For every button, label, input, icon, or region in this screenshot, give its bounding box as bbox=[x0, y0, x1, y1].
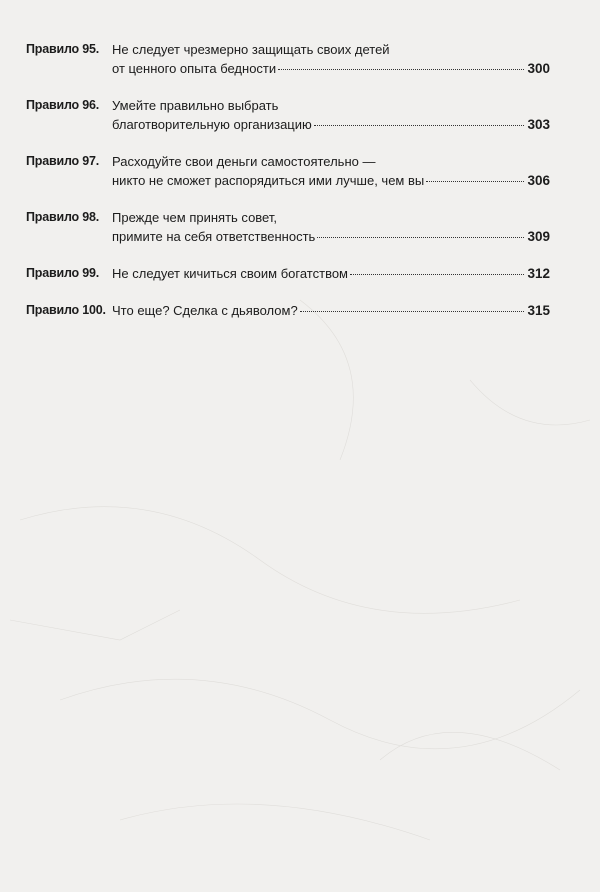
entry-title-line: Умейте правильно выбрать bbox=[112, 98, 279, 113]
entry-body bbox=[112, 40, 550, 78]
entry-body bbox=[112, 264, 550, 283]
rule-label: Правило 100. bbox=[26, 303, 106, 317]
dot-leader bbox=[300, 311, 525, 312]
dot-leader bbox=[350, 274, 524, 275]
entry-body bbox=[112, 301, 550, 320]
rule-label: Правило 99. bbox=[26, 266, 100, 280]
entry-body bbox=[112, 208, 550, 246]
toc-entry-rule-98 bbox=[26, 208, 550, 246]
page-number: 312 bbox=[527, 266, 550, 281]
toc-entry-rule-95 bbox=[26, 40, 550, 78]
entry-title-text: Что еще? Сделка с дьяволом? bbox=[112, 303, 298, 318]
entry-title-last-line bbox=[112, 227, 550, 246]
entry-title-text: Не следует кичиться своим богатством bbox=[112, 266, 348, 281]
entry-title-line: Прежде чем принять совет, bbox=[112, 210, 277, 225]
entry-body bbox=[112, 152, 550, 190]
dot-leader bbox=[426, 181, 524, 182]
rule-label: Правило 95. bbox=[26, 42, 100, 56]
toc-entry-rule-96 bbox=[26, 96, 550, 134]
entry-title-text: благотворительную организацию bbox=[112, 117, 312, 132]
entry-title-last-line bbox=[112, 59, 550, 78]
entry-title-last-line bbox=[112, 301, 550, 320]
entry-body bbox=[112, 96, 550, 134]
rule-label: Правило 97. bbox=[26, 154, 100, 168]
rule-label: Правило 96. bbox=[26, 98, 100, 112]
entry-title-text: никто не сможет распорядиться ими лучше, чем вы bbox=[112, 173, 425, 188]
rule-label: Правило 98. bbox=[26, 210, 100, 224]
toc-entry-rule-99 bbox=[26, 264, 550, 283]
toc-entry-rule-100 bbox=[26, 301, 550, 320]
dot-leader bbox=[317, 237, 524, 238]
entry-title-line: Не следует чрезмерно защищать своих детей bbox=[112, 42, 390, 57]
page-number: 306 bbox=[527, 173, 550, 188]
toc-entry-rule-97 bbox=[26, 152, 550, 190]
entry-title-last-line bbox=[112, 264, 550, 283]
entry-title-text: от ценного опыта бедности bbox=[112, 61, 277, 76]
entry-title-last-line bbox=[112, 115, 550, 134]
page-number: 300 bbox=[527, 61, 550, 76]
table-of-contents bbox=[26, 40, 550, 338]
entry-title-last-line bbox=[112, 171, 550, 190]
page-number: 309 bbox=[527, 229, 550, 244]
entry-title-text: примите на себя ответственность bbox=[112, 229, 316, 244]
page-number: 303 bbox=[527, 117, 550, 132]
dot-leader bbox=[314, 125, 525, 126]
entry-title-line: Расходуйте свои деньги самостоятельно — bbox=[112, 154, 376, 169]
dot-leader bbox=[278, 69, 524, 70]
page-number: 315 bbox=[527, 303, 550, 318]
